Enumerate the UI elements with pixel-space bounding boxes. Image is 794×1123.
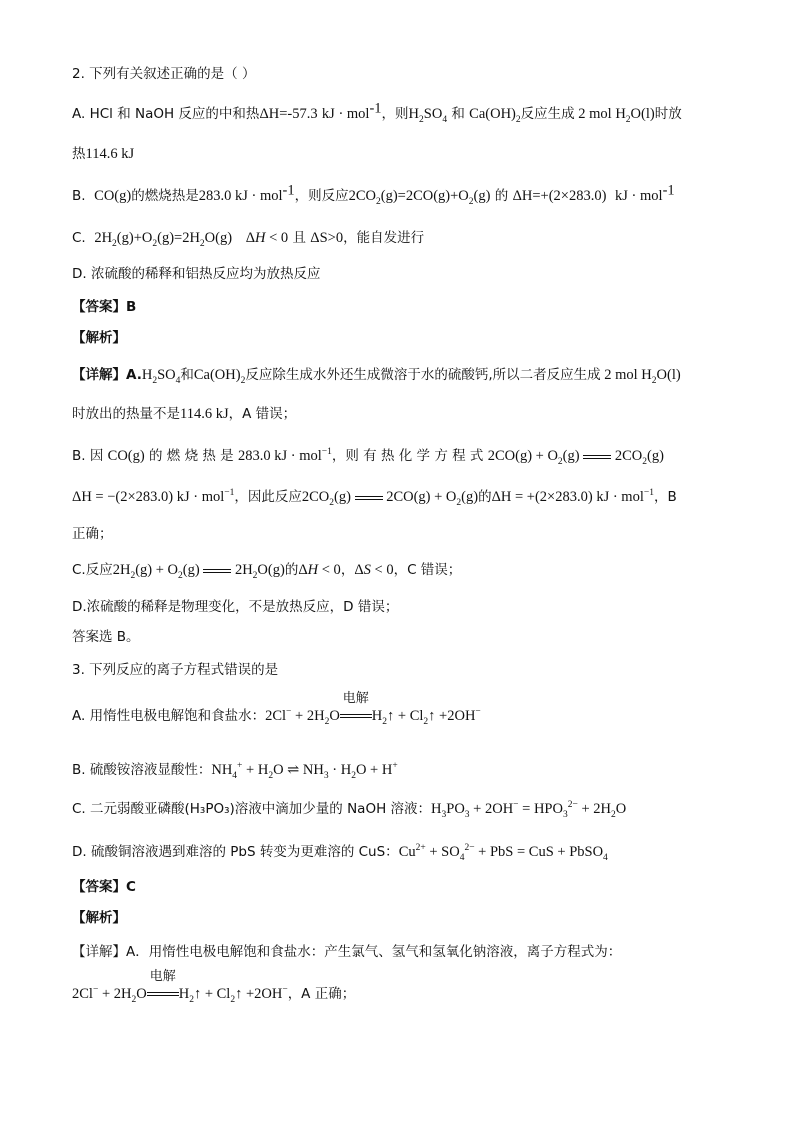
option-2a-tail-2: 时放 <box>654 106 682 122</box>
electrolysis-label-detail: 电解 <box>149 969 176 984</box>
option-2b-mid2: ，则反应 <box>294 188 349 204</box>
option-2b-dh: ΔH=+(2×283.0) <box>512 188 607 204</box>
option-2a-mid: ，则 <box>381 106 409 122</box>
detail-2b-text3: ，因此反应 <box>234 489 302 505</box>
option-2a-continued <box>72 144 134 164</box>
detail-2a-continued: 时放出的热量不是114.6 kJ，A 错误； <box>72 406 297 422</box>
detail-2c-head: C.反应 <box>72 562 113 578</box>
detail-2b-text: 的 燃 烧 热 是 <box>149 448 234 464</box>
option-2c: C. $2H_2(g)+O_2(g)=2H_2O(g) \Delta H < 0$ 且 ΔS>0，能自发进行 <box>72 230 425 249</box>
option-3c: C. 二元弱酸亚磷酸(H₃PO₃)溶液中滴加少量的 NaOH 溶液：$H_3PO_3 + 2OH^- = HPO_3^{2-} + 2H_2O$ <box>72 800 627 820</box>
detail-2a-text2: 时放出的热量不是 <box>72 406 180 422</box>
option-2a-cont: 热 <box>72 146 86 162</box>
detail-2a-text: 反应除生成水外还生成微溶于水的硫酸钙,所以二者反应生成 <box>245 367 601 383</box>
option-2b-prefix: B. <box>72 188 86 204</box>
option-3c-text: C. 二元弱酸亚磷酸(H₃PO₃)溶液中滴加少量的 NaOH 溶液： <box>72 801 432 817</box>
answer-label-3: 【答案】C <box>72 879 136 895</box>
option-2b-val: 283.0 kJ · mol <box>198 188 283 204</box>
option-2a-cont-val: 114.6 kJ <box>85 146 135 162</box>
option-2b-mid: 的燃烧热是 <box>131 188 199 204</box>
answer-label-2: 【答案】B <box>72 299 137 315</box>
option-2c-prefix: C. <box>72 230 86 246</box>
question-2-stem: 2. 下列有关叙述正确的是（ ） <box>72 66 256 82</box>
detail-2a: 【详解】$A.H_2SO_4$和$Ca(OH)_2$反应除生成水外还生成微溶于水的硫酸钙,所以二者反应生成 2 mol $H_2O(l)$ <box>72 367 681 386</box>
option-3d: D. 硫酸铜溶液遇到难溶的 PbS 转变为更难溶的 CuS：$Cu^{2+} + SO_4^{2-}$ + PbS = CuS + PbSO$_4$ <box>72 843 608 863</box>
detail-2a-and: 和 <box>180 367 194 383</box>
detail-3a-equation: $2Cl^- + 2H_2O$ 电解 $H_2↑$ + $Cl_2↑ +2OH^-$，A 正确； <box>72 969 356 1005</box>
detail-2c-text: 的 <box>284 562 299 578</box>
detail-2b: B. 因 CO(g) 的 燃 烧 热 是 283.0 kJ · mol$^{-1}$，则 有 热 化 学 方 程 式 $2CO(g) + O_2(g)$ $2CO_2(g)$ <box>72 447 664 467</box>
option-3b: B. 硫酸铵溶液显酸性：$NH_4^+ + H_2O$ ⇌ $NH_3 \cdot H_2O + H^+$ <box>72 761 398 781</box>
detail-2b-continued: ΔH = −(2×283.0) kJ · mol$^{-1}$，因此反应$2CO_2(g) 2CO(g) + O_2(g)$的ΔH = +(2×283.0) kJ · mol$^{-1}$，B <box>72 488 677 508</box>
detail-2a-head: 【详解】A. <box>72 367 142 383</box>
detail-3a-tail: ，A 正确； <box>287 986 356 1002</box>
analysis-label-2: 【解析】 <box>72 330 126 346</box>
option-2d: D. 浓硫酸的稀释和铝热反应均为放热反应 <box>72 266 321 282</box>
option-3d-text: D. 硫酸铜溶液遇到难溶的 PbS 转变为更难溶的 CuS： <box>72 844 399 860</box>
option-2b: B. CO(g)的燃烧热是283.0 kJ · mol$^{-1}$，则反应$2CO_2(g)=2CO(g)+O_2(g)$ 的 ΔH=+(2×283.0) kJ · mol$^{-1}$ <box>72 182 675 207</box>
detail-2b-text2: ，则 有 热 化 学 方 程 式 <box>331 448 484 464</box>
option-2a-text: A. HCl 和 NaOH 反应的中和热 <box>72 106 260 122</box>
detail-3a: 【详解】A．用惰性电极电解饱和食盐水：产生氯气、氢气和氢氧化钠溶液，离子方程式为： <box>72 944 622 960</box>
option-2a-dh: ΔH=-57.3 <box>259 106 318 122</box>
detail-2b-text4: 的 <box>478 489 492 505</box>
electrolysis-label-a: 电解 <box>342 691 369 706</box>
choose-2: 答案选 B。 <box>72 629 140 645</box>
detail-2d: D.浓硫酸的稀释是物理变化，不是放热反应，D 错误； <box>72 599 399 615</box>
detail-2c: C.反应$2H_2(g) + O_2(g)$ $2H_2O(g)$的ΔH < 0，ΔS < 0，C 错误； <box>72 562 462 581</box>
detail-2b-text5: ，B <box>653 489 677 505</box>
detail-2b-end: 正确； <box>72 526 113 542</box>
detail-2a-text3: ，A 错误； <box>228 406 297 422</box>
option-2c-tail: ，能自发进行 <box>343 230 425 246</box>
option-2c-mid: 且 <box>292 230 306 246</box>
option-2b-unit: kJ · mol <box>615 188 663 204</box>
analysis-label-3: 【解析】 <box>72 910 126 926</box>
option-2a-tail-1: 反应生成 <box>520 106 575 122</box>
option-3b-text: B. 硫酸铵溶液显酸性： <box>72 762 212 778</box>
question-3-stem: 3. 下列反应的离子方程式错误的是 <box>72 662 279 678</box>
detail-2b-head: B. 因 <box>72 448 104 464</box>
option-3a: A. 用惰性电极电解饱和食盐水：$2Cl^- + 2H_2O$ 电解 $H_2↑$ + $Cl_2↑ +2OH^-$ <box>72 691 481 727</box>
option-2a: A. HCl 和 NaOH 反应的中和热ΔH=-57.3 kJ · mol$^{-1}$，则$H_2SO_4$ 和 $Ca(OH)_2$反应生成 2 mol $H_2O(l)$时放 <box>72 100 682 125</box>
option-3a-text: A. 用惰性电极电解饱和食盐水： <box>72 708 266 724</box>
option-2b-mid3: 的 <box>494 188 509 204</box>
option-2a-unit: kJ · mol <box>321 106 370 122</box>
detail-2c-text2: ，C 错误； <box>393 562 462 578</box>
